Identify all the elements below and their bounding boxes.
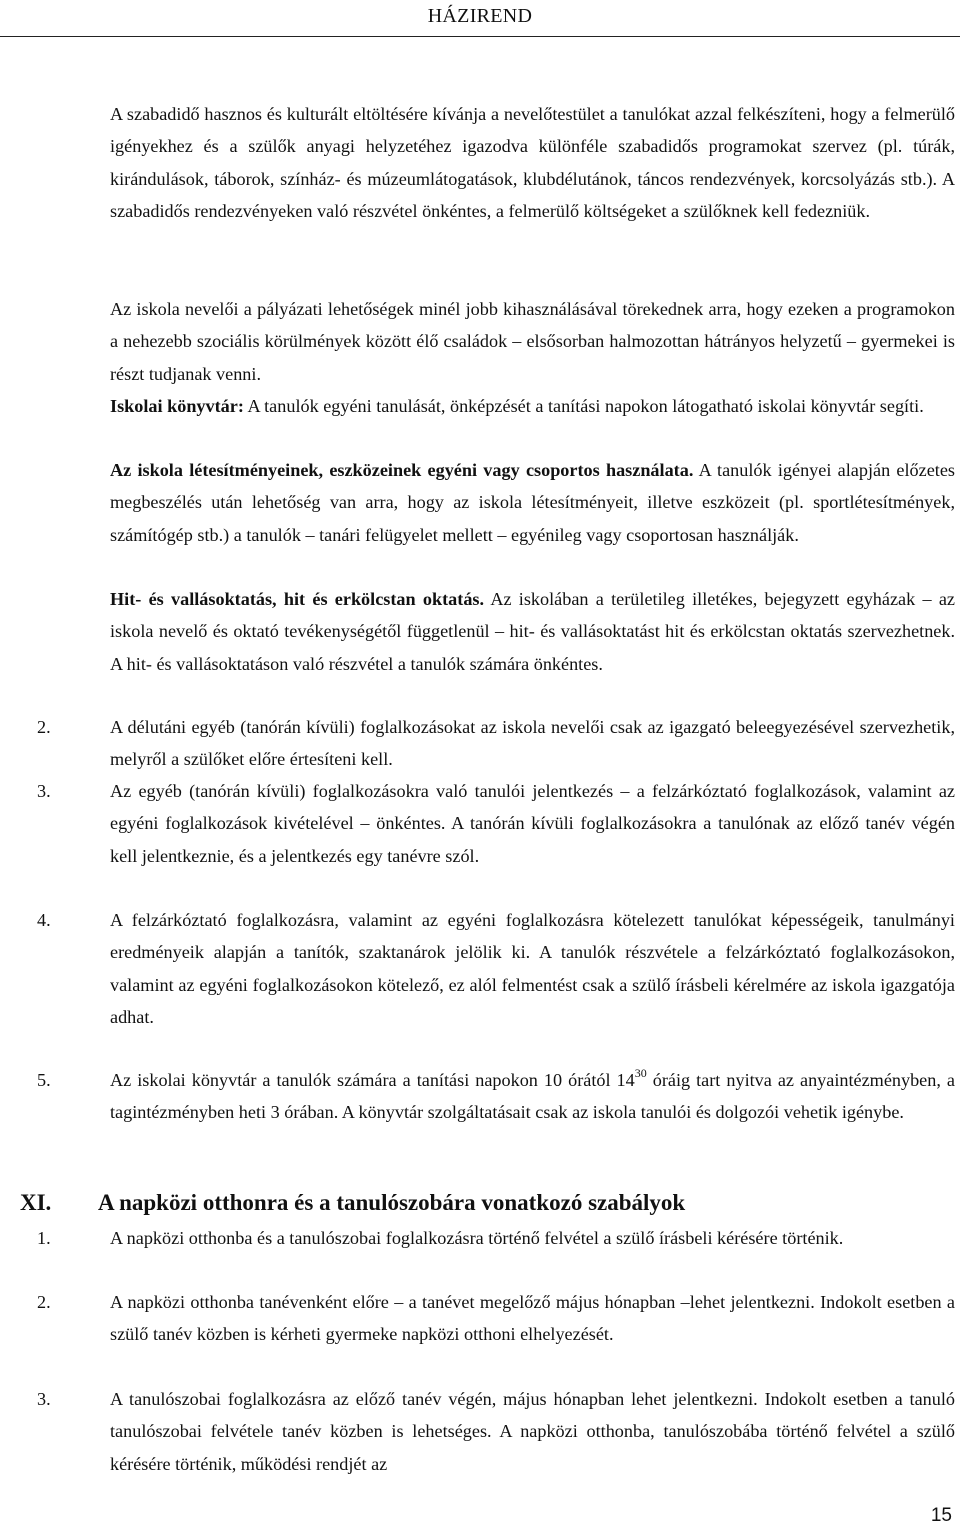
library-text: A tanulók egyéni tanulását, önképzését a tanítási napokon látogatható iskolai könyvtár segíti. xyxy=(243,396,924,416)
page-header xyxy=(0,0,960,37)
list-item-text: Az egyéb (tanórán kívüli) foglalkozásokra való tanulói jelentkezés – a felzárkóztató foglalkozások, valamint az egyéni foglalkozások kivételével – önkéntes. A tanórán kívüli foglalkozásokra a tanulónak az előző tanév végén kell jelentkeznie, és a jelentkezés egy tanévre szól. xyxy=(110,781,955,866)
list-item-number: 5. xyxy=(37,1070,51,1090)
paragraph-tenders: Az iskola nevelői a pályázati lehetőségek minél jobb kihasználásával törekednek arra, hogy ezeken a programokon a nehezebb szociális körülmények között élő családok – elsősorban halmozottan hátrányos helyzetű – gyermekei is részt tudjanak venni. xyxy=(110,299,955,384)
list-item-number: 4. xyxy=(37,910,51,930)
section-item-text: A napközi otthonba tanévenként előre – a tanévet megelőző május hónapban –lehet jelentkezni. Indokolt esetben a szülő tanév közben is kérheti gyermeke napközi otthoni elhelyezését. xyxy=(110,1292,955,1345)
paragraph-leisure: A szabadidő hasznos és kulturált eltöltésére kívánja a nevelőtestület a tanulókat azzal felkészíteni, hogy a felmerülő igényekhez és a szülők anyagi helyzetéhez igazodva különféle szabadidős programokat szervez (pl. túrák, kirándulások, táborok, színház- és múzeumlátogatások, klubdélutánok, táncos rendezvények, korcsolyázás stb.). A szabadidős rendezvényeken való részvétel önkéntes, a felmerülő költségeket a szülőknek kell fedezniük. xyxy=(110,104,955,221)
religion-heading: Hit- és vallásoktatás, hit és erkölcstan oktatás. xyxy=(110,589,485,609)
section-item-text: A napközi otthonba és a tanulószobai foglalkozásra történő felvétel a szülő írásbeli kérésére történik. xyxy=(110,1228,844,1248)
section-title: A napközi otthonra és a tanulószobára vonatkozó szabályok xyxy=(98,1190,686,1215)
page-number: 15 xyxy=(930,1505,952,1526)
section-item-text: A tanulószobai foglalkozásra az előző tanév végén, május hónapban lehet jelentkezni. Indokolt esetben a tanuló tanulószobai felvétele tanév közben is lehetséges. A napközi otthonba, tanulószobába történő felvétel a szülő kérésére történik, működési rendjét az xyxy=(110,1389,955,1474)
list-item-text: A felzárkóztató foglalkozásra, valamint az egyéni foglalkozásra kötelezett tanulókat képességeik, tanulmányi eredményeik alapján a tanítók, szaktanárok jelölik ki. A tanulók részvétele a felzárkóztató foglalkozásokon, valamint az egyéni foglalkozásokon kötelező, ez alól felmentést csak a szülő írásbeli kérelmére az iskola igazgatója adhat. xyxy=(110,910,955,1027)
library-hours-text-a: Az iskolai könyvtár a tanulók számára a tanítási napokon 10 órától 14 xyxy=(110,1070,635,1090)
library-heading: Iskolai könyvtár: xyxy=(110,396,244,416)
facilities-heading: Az iskola létesítményeinek, eszközeinek egyéni vagy csoportos használata. xyxy=(110,460,694,480)
library-hours-text-b: óráig tart nyitva az anyaintézményben, a tagintézményben heti 3 órában. A könyvtár szolgáltatásait csak az iskola tanulói és dolgozói vehetik igénybe. xyxy=(110,1070,955,1123)
list-item-number: 2. xyxy=(37,717,51,737)
paragraph-library xyxy=(110,390,955,422)
section-number: XI. xyxy=(20,1190,52,1215)
list-item-number: 3. xyxy=(37,781,51,801)
religion-text: Az iskolában a területileg illetékes, bejegyzett egyházak – az iskola nevelő és oktató tevékenységétől függetlenül – hit- és vallásoktatást hit és erkölcstan oktatás szervezhetnek. A hit- és vallásoktatáson való részvétel a tanulók számára önkéntes. xyxy=(110,589,955,674)
library-hours-superscript: 30 xyxy=(634,1065,647,1080)
header-title: HÁZIREND xyxy=(427,5,533,27)
section-item-number: 3. xyxy=(37,1389,51,1409)
paragraph-religion xyxy=(110,583,955,680)
section-item-number: 1. xyxy=(37,1228,51,1248)
paragraph-facilities xyxy=(110,454,955,551)
facilities-text: A tanulók igényei alapján előzetes megbeszélés után lehetőség van arra, hogy az iskola létesítményeit, illetve eszközeit (pl. sportlétesítmények, számítógép stb.) a tanulók – tanári felügyelet mellett – egyénileg vagy csoportosan használják. xyxy=(110,460,955,545)
list-item-text xyxy=(110,1064,955,1129)
section-item-number: 2. xyxy=(37,1292,51,1312)
list-item-text: A délutáni egyéb (tanórán kívüli) foglalkozásokat az iskola nevelői csak az igazgató beleegyezésével szervezhetik, melyről a szülőket előre értesíteni kell. xyxy=(110,717,955,770)
